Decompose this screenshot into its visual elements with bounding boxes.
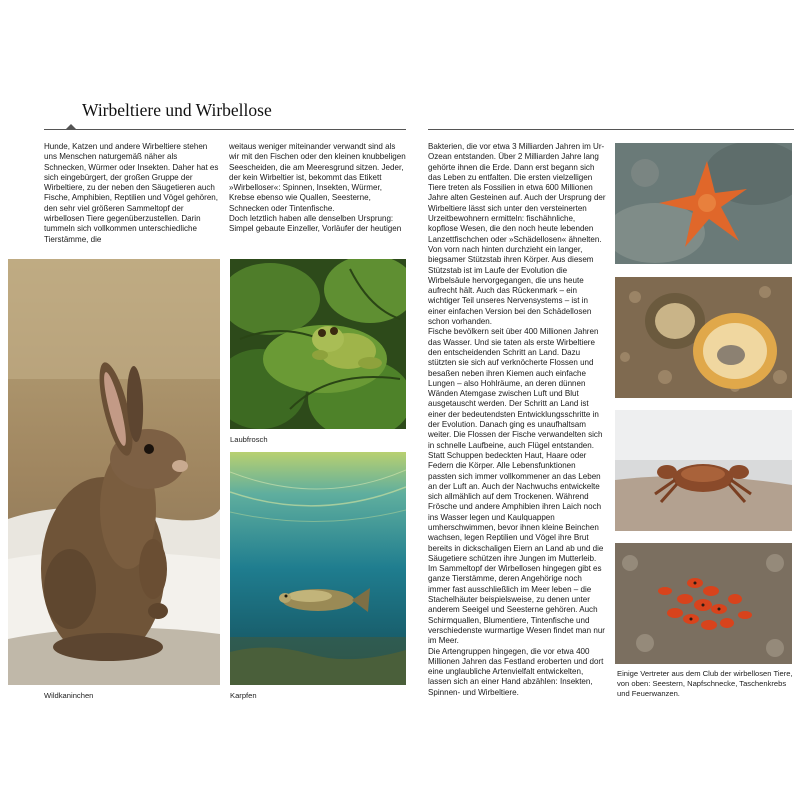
page-title: Wirbeltiere und Wirbellose: [82, 100, 272, 120]
crab-photo: [615, 410, 792, 531]
text-column-2: [229, 142, 406, 235]
text-column-3: [428, 142, 606, 698]
col3-paragraph: Im Sammeltopf der Wirbellosen hingegen gibt es ganze Tierstämme, deren Angehörige noch immer fast ausschließlich im Meer leben – die Stachelhäuter beispielsweise, zu denen unter anderem Seeigel und Seesterne gehören. Auch Schirmquallen, Blumentiere, Tintenfische und verschiedenste wurmartige Wesen findet man nur im Meer.: [428, 564, 605, 646]
firebugs-photo: [615, 543, 792, 664]
invertebrates-caption: Einige Vertreter aus dem Club der wirbellosen Tiere, von oben: Seestern, Napfschnecke, Taschenkrebs und Feuerwanzen.: [617, 669, 793, 698]
heading-rule-left: [44, 129, 406, 130]
frog-photo: [230, 259, 406, 429]
col3-paragraph: Fische bevölkern seit über 400 Millionen Jahren das Wasser. Und sie taten als erste Wirbeltiere den entscheidenden Schritt an Land. Dazu stützten sie sich auf verknöcherte Flossen und besaßen neben ihren Kiemen auch einfache Lungen – also Hohlräume, an deren dünnen Wänden Atemgase zwischen Luft und Blut ausgetauscht werden. Der Schritt an Land ist einer der bedeutendsten Entwicklungsschritte in der Evolution. Danach ging es unaufhaltsam weiter. Die Flossen der Fische verwandelten sich in schnelle Laufbeine, auch Flügel entstanden. Statt Schuppen bedeckten Haut, Haare oder Federn die Körper. Alle Lebensfunktionen passten sich immer vollkommener an das Leben an der Luft an. Auch der Nachwuchs entwickelte sich allmählich auf dem Trockenen. Während Frösche und andere Amphibien ihren Laich noch ins Wasser legen und Kaulquappen umherschwimmen, bevor ihnen kleine Beinchen wachsen, legen Reptilien und Vögel ihre Brut bereits in dickschaligen Eiern an Land ab und die Säugetiere schützen ihre Jungen im Mutterleib.: [428, 327, 604, 563]
rabbit-caption: Wildkaninchen: [44, 691, 94, 700]
carp-caption: Karpfen: [230, 691, 257, 700]
carp-photo: [230, 452, 406, 685]
rabbit-photo: [8, 259, 220, 685]
starfish-photo: [615, 143, 792, 264]
col2-paragraph: Doch letztlich haben alle denselben Ursprung: Simpel gebaute Einzeller, Vorläufer der heutigen: [229, 214, 402, 234]
col3-paragraph: Die Artengruppen hingegen, die vor etwa 400 Millionen Jahren das Festland eroberten und dort eine unglaubliche Artenvielfalt entwickelten, lassen sich an einer Hand abzählen: Insekten, Spinnen- und Wirbeltiere.: [428, 646, 604, 697]
heading-notch: [66, 124, 76, 129]
col2-paragraph: weitaus weniger miteinander verwandt sind als wir mit den Fischen oder den kleinen knubbeligen Seescheiden, die am Meeresgrund sitzen. Jeder, der kein Wirbeltier ist, bekommt das Etikett »Wirbelloser«: Spinnen, Insekten, Würmer, Krebse ebenso wie Quallen, Seesterne, Schnecken oder Tintenfische.: [229, 142, 406, 213]
text-column-1: [44, 142, 219, 245]
frog-caption: Laubfrosch: [230, 435, 268, 444]
col3-paragraph: Bakterien, die vor etwa 3 Milliarden Jahren im Ur-Ozean entstanden. Über 2 Milliarden Jahre lang gehörte ihnen die Erde. Dann erst begann sich das Leben zu entfalten. Die ersten vielzelligen Tiere treten als Fossilien in etwa 600 Millionen Jahre alten Gesteinen auf. Auch der Ursprung der Wirbeltiere lässt sich unter den versteinerten Urzeitbewohnern ermitteln: fischähnliche, kopflose Wesen, die den noch heute lebenden Lanzettfischchen oder »Schädellosen« ähnelten. Von vorn nach hinten durchzieht ein langer, biegsamer Stützstab ihren Körper. Aus diesem Stützstab ist im Laufe der Evolution die Wirbelsäule hervorgegangen, die uns heute aufrecht hält. Auch das Rückenmark – ein wichtiger Teil unseres Nervensystems – ist in einer einfachen Version bei den Schädellosen schon vorhanden.: [428, 142, 606, 327]
heading-rule-right: [428, 129, 794, 130]
col1-paragraph: Hunde, Katzen und andere Wirbeltiere stehen uns Menschen naturgemäß näher als Schnecken, Würmer oder Insekten. Daher hat es sich eingebürgert, der großen Gruppe der Wirbeltiere, zu der neben den Säugetieren auch Fische, Amphibien, Reptilien und Vögel gehören, den sehr viel größeren Sammeltopf der wirbellosen Tiere gegenüberzustellen. Darin tummeln sich vollkommen unterschiedliche Tierstämme, die: [44, 142, 219, 244]
limpet-photo: [615, 277, 792, 398]
